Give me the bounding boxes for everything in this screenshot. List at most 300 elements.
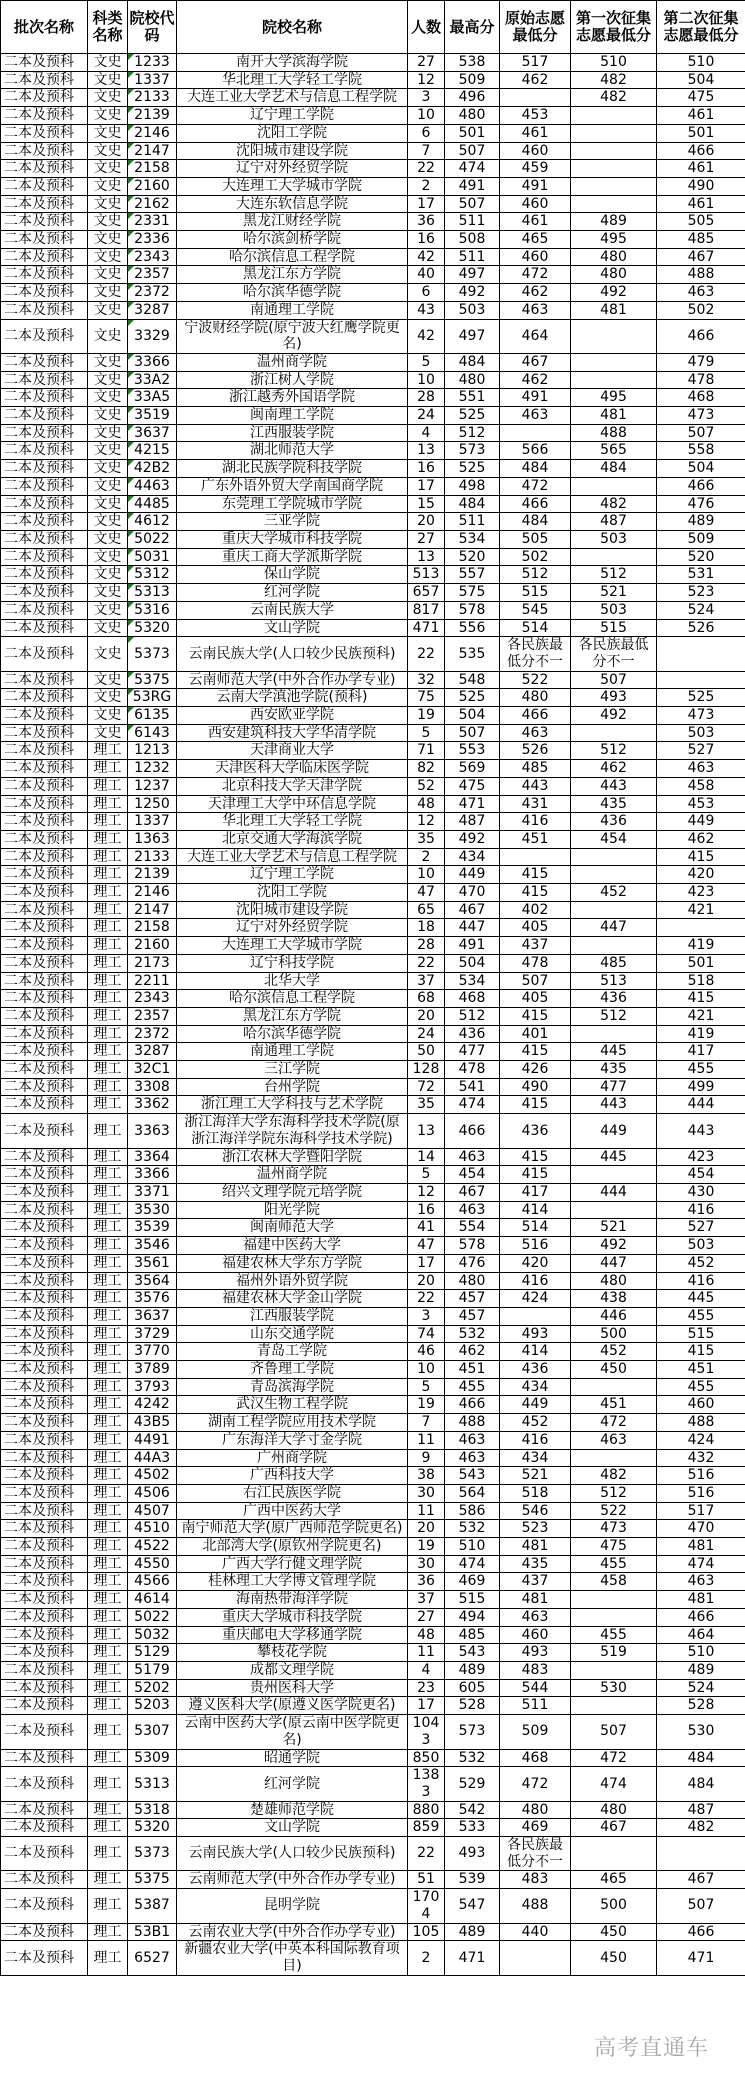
batch-cell: 二本及预科 xyxy=(1,1520,88,1538)
school-code-cell: 5375 xyxy=(128,1871,177,1889)
table-row xyxy=(1,1467,745,1485)
batch-cell: 二本及预科 xyxy=(1,1661,88,1679)
school-code-cell: 2139 xyxy=(128,866,177,884)
second-call-min-cell: 481 xyxy=(657,1591,745,1609)
school-name-cell: 湖北民族学院科技学院 xyxy=(177,460,408,478)
original-min-cell: 467 xyxy=(500,353,571,371)
category-cell: 理工 xyxy=(88,1043,128,1061)
second-call-min-cell: 420 xyxy=(657,866,745,884)
school-code-cell: 33A2 xyxy=(128,371,177,389)
second-call-min-cell: 523 xyxy=(657,584,745,602)
batch-cell: 二本及预科 xyxy=(1,1801,88,1819)
table-row xyxy=(1,353,745,371)
category-cell: 文史 xyxy=(88,460,128,478)
max-score-cell: 547 xyxy=(445,1889,500,1923)
count-cell: 47 xyxy=(408,1237,445,1255)
max-score-cell: 463 xyxy=(445,1148,500,1166)
first-call-min-cell: 512 xyxy=(571,742,657,760)
original-min-cell: 415 xyxy=(500,1043,571,1061)
second-call-min-cell: 476 xyxy=(657,495,745,513)
school-name-cell: 浙江理工大学科技与艺术学院 xyxy=(177,1096,408,1114)
max-score-cell: 532 xyxy=(445,1749,500,1767)
batch-cell: 二本及预科 xyxy=(1,1414,88,1432)
first-call-min-cell: 510 xyxy=(571,54,657,72)
table-row xyxy=(1,284,745,302)
max-score-cell: 586 xyxy=(445,1502,500,1520)
school-name-cell: 辽宁科技学院 xyxy=(177,954,408,972)
max-score-cell: 434 xyxy=(445,848,500,866)
category-cell: 文史 xyxy=(88,107,128,125)
category-cell: 理工 xyxy=(88,1414,128,1432)
count-cell: 4 xyxy=(408,424,445,442)
school-name-cell: 辽宁对外经贸学院 xyxy=(177,160,408,178)
batch-cell: 二本及预科 xyxy=(1,1555,88,1573)
count-cell: 46 xyxy=(408,1343,445,1361)
category-cell: 文史 xyxy=(88,213,128,231)
original-min-cell: 481 xyxy=(500,1591,571,1609)
count-cell: 6 xyxy=(408,124,445,142)
count-cell: 14 xyxy=(408,1148,445,1166)
school-name-cell: 广西大学行健文理学院 xyxy=(177,1555,408,1573)
table-row xyxy=(1,584,745,602)
table-row xyxy=(1,1237,745,1255)
category-cell: 理工 xyxy=(88,1484,128,1502)
second-call-min-cell: 501 xyxy=(657,954,745,972)
school-name-cell: 福州外语外贸学院 xyxy=(177,1272,408,1290)
category-cell: 理工 xyxy=(88,1679,128,1697)
original-min-cell: 414 xyxy=(500,1201,571,1219)
category-cell: 理工 xyxy=(88,937,128,955)
school-name-cell: 红河学院 xyxy=(177,584,408,602)
second-call-min-cell: 443 xyxy=(657,1114,745,1148)
school-code-cell: 5320 xyxy=(128,1819,177,1837)
count-cell: 28 xyxy=(408,937,445,955)
max-score-cell: 512 xyxy=(445,424,500,442)
max-score-cell: 466 xyxy=(445,1114,500,1148)
school-code-cell: 5309 xyxy=(128,1749,177,1767)
batch-cell: 二本及预科 xyxy=(1,1325,88,1343)
batch-cell: 二本及预科 xyxy=(1,795,88,813)
school-name-cell: 福建中医药大学 xyxy=(177,1237,408,1255)
batch-cell: 二本及预科 xyxy=(1,742,88,760)
count-cell: 36 xyxy=(408,1573,445,1591)
school-code-cell: 33A5 xyxy=(128,389,177,407)
batch-cell: 二本及预科 xyxy=(1,954,88,972)
batch-cell: 二本及预科 xyxy=(1,1343,88,1361)
school-name-cell: 天津医科大学临床医学院 xyxy=(177,760,408,778)
table-row xyxy=(1,1061,745,1079)
table-row xyxy=(1,1219,745,1237)
batch-cell: 二本及预科 xyxy=(1,124,88,142)
second-call-min-cell xyxy=(657,919,745,937)
school-code-cell: 32C1 xyxy=(128,1061,177,1079)
max-score-cell: 553 xyxy=(445,742,500,760)
batch-cell: 二本及预科 xyxy=(1,1272,88,1290)
batch-cell: 二本及预科 xyxy=(1,513,88,531)
original-min-cell: 405 xyxy=(500,990,571,1008)
first-call-min-cell: 512 xyxy=(571,1007,657,1025)
first-call-min-cell: 455 xyxy=(571,1555,657,1573)
second-call-min-cell: 488 xyxy=(657,266,745,284)
first-call-min-cell xyxy=(571,1378,657,1396)
school-code-cell: 2160 xyxy=(128,177,177,195)
batch-cell: 二本及预科 xyxy=(1,972,88,990)
max-score-cell: 436 xyxy=(445,1025,500,1043)
school-name-cell: 黑龙江东方学院 xyxy=(177,1007,408,1025)
category-cell: 理工 xyxy=(88,1555,128,1573)
school-code-cell: 5022 xyxy=(128,530,177,548)
school-name-cell: 大连工业大学艺术与信息工程学院 xyxy=(177,848,408,866)
original-min-cell: 514 xyxy=(500,619,571,637)
max-score-cell: 467 xyxy=(445,901,500,919)
first-call-min-cell: 503 xyxy=(571,530,657,548)
count-cell: 20 xyxy=(408,1520,445,1538)
school-code-cell: 4491 xyxy=(128,1431,177,1449)
school-name-cell: 青岛滨海学院 xyxy=(177,1378,408,1396)
category-cell: 理工 xyxy=(88,795,128,813)
school-name-cell: 青岛工学院 xyxy=(177,1343,408,1361)
school-code-cell: 3287 xyxy=(128,1043,177,1061)
first-call-min-cell xyxy=(571,177,657,195)
first-call-min-cell: 507 xyxy=(571,671,657,689)
table-row xyxy=(1,530,745,548)
school-name-cell: 宁波财经学院(原宁波大红鹰学院更名) xyxy=(177,319,408,353)
table-row xyxy=(1,495,745,513)
table-row xyxy=(1,1538,745,1556)
second-call-min-cell: 516 xyxy=(657,1484,745,1502)
school-name-cell: 云南师范大学(中外合作办学专业) xyxy=(177,671,408,689)
max-score-cell: 569 xyxy=(445,760,500,778)
category-cell: 理工 xyxy=(88,1608,128,1626)
table-row xyxy=(1,1837,745,1871)
count-cell: 9 xyxy=(408,1449,445,1467)
first-call-min-cell: 530 xyxy=(571,1679,657,1697)
category-cell: 文史 xyxy=(88,124,128,142)
category-cell: 文史 xyxy=(88,424,128,442)
first-call-min-cell: 489 xyxy=(571,213,657,231)
first-call-min-cell: 445 xyxy=(571,1043,657,1061)
max-score-cell: 463 xyxy=(445,1431,500,1449)
batch-cell: 二本及预科 xyxy=(1,1043,88,1061)
max-score-cell: 543 xyxy=(445,1644,500,1662)
batch-cell: 二本及预科 xyxy=(1,548,88,566)
table-row xyxy=(1,1096,745,1114)
original-min-cell: 493 xyxy=(500,1644,571,1662)
category-cell: 理工 xyxy=(88,1184,128,1202)
count-cell: 20 xyxy=(408,513,445,531)
second-call-min-cell: 453 xyxy=(657,795,745,813)
batch-cell: 二本及预科 xyxy=(1,1201,88,1219)
max-score-cell: 463 xyxy=(445,1449,500,1467)
batch-cell: 二本及预科 xyxy=(1,407,88,425)
table-row xyxy=(1,884,745,902)
first-call-min-cell: 各民族最低分不一 xyxy=(571,637,657,671)
table-row xyxy=(1,1644,745,1662)
watermark-text: 高考直通车 xyxy=(593,2036,709,2061)
school-code-cell: 2336 xyxy=(128,231,177,249)
table-row xyxy=(1,319,745,353)
table-row xyxy=(1,1889,745,1923)
first-call-min-cell xyxy=(571,1591,657,1609)
count-cell: 40 xyxy=(408,266,445,284)
category-cell: 文史 xyxy=(88,584,128,602)
table-row xyxy=(1,1819,745,1837)
school-name-cell: 山东交通学院 xyxy=(177,1325,408,1343)
max-score-cell: 498 xyxy=(445,477,500,495)
category-cell: 理工 xyxy=(88,1025,128,1043)
school-code-cell: 44A3 xyxy=(128,1449,177,1467)
school-code-cell: 6143 xyxy=(128,724,177,742)
school-name-cell: 沈阳工学院 xyxy=(177,884,408,902)
second-call-min-cell: 530 xyxy=(657,1715,745,1749)
table-row xyxy=(1,71,745,89)
category-cell: 文史 xyxy=(88,619,128,637)
count-cell: 52 xyxy=(408,777,445,795)
table-row xyxy=(1,1449,745,1467)
category-cell: 文史 xyxy=(88,54,128,72)
second-call-min-cell: 504 xyxy=(657,460,745,478)
second-call-min-cell: 419 xyxy=(657,937,745,955)
max-score-cell: 466 xyxy=(445,1396,500,1414)
table-row xyxy=(1,442,745,460)
school-code-cell: 3287 xyxy=(128,301,177,319)
first-call-min-cell xyxy=(571,866,657,884)
second-call-min-cell: 501 xyxy=(657,124,745,142)
first-call-min-cell: 447 xyxy=(571,919,657,937)
school-code-cell: 4566 xyxy=(128,1573,177,1591)
school-code-cell: 2146 xyxy=(128,884,177,902)
second-call-min-cell: 524 xyxy=(657,1679,745,1697)
table-row xyxy=(1,1043,745,1061)
original-min-cell: 483 xyxy=(500,1661,571,1679)
count-cell: 38 xyxy=(408,1467,445,1485)
school-code-cell: 2133 xyxy=(128,848,177,866)
second-call-min-cell: 479 xyxy=(657,353,745,371)
school-code-cell: 5373 xyxy=(128,1837,177,1871)
school-name-cell: 成都文理学院 xyxy=(177,1661,408,1679)
max-score-cell: 474 xyxy=(445,1096,500,1114)
header-school-name: 院校名称 xyxy=(177,1,408,54)
category-cell: 文史 xyxy=(88,266,128,284)
first-call-min-cell: 500 xyxy=(571,1325,657,1343)
batch-cell: 二本及预科 xyxy=(1,990,88,1008)
max-score-cell: 533 xyxy=(445,1819,500,1837)
second-call-min-cell: 415 xyxy=(657,1343,745,1361)
school-code-cell: 2158 xyxy=(128,160,177,178)
original-min-cell: 420 xyxy=(500,1254,571,1272)
batch-cell: 二本及预科 xyxy=(1,619,88,637)
school-code-cell: 5203 xyxy=(128,1697,177,1715)
batch-cell: 二本及预科 xyxy=(1,160,88,178)
table-row xyxy=(1,1608,745,1626)
count-cell: 471 xyxy=(408,619,445,637)
original-min-cell: 434 xyxy=(500,1378,571,1396)
school-code-cell: 42B2 xyxy=(128,460,177,478)
school-code-cell: 3576 xyxy=(128,1290,177,1308)
first-call-min-cell: 443 xyxy=(571,777,657,795)
table-row xyxy=(1,1025,745,1043)
school-name-cell: 哈尔滨信息工程学院 xyxy=(177,248,408,266)
count-cell: 16 xyxy=(408,1201,445,1219)
second-call-min-cell: 466 xyxy=(657,1923,745,1941)
first-call-min-cell: 492 xyxy=(571,707,657,725)
count-cell: 859 xyxy=(408,1819,445,1837)
second-call-min-cell: 489 xyxy=(657,513,745,531)
school-code-cell: 3789 xyxy=(128,1361,177,1379)
max-score-cell: 489 xyxy=(445,1923,500,1941)
batch-cell: 二本及预科 xyxy=(1,1715,88,1749)
category-cell: 理工 xyxy=(88,1078,128,1096)
second-call-min-cell: 507 xyxy=(657,1889,745,1923)
batch-cell: 二本及预科 xyxy=(1,1078,88,1096)
batch-cell: 二本及预科 xyxy=(1,1837,88,1871)
batch-cell: 二本及预科 xyxy=(1,1591,88,1609)
count-cell: 17 xyxy=(408,195,445,213)
school-code-cell: 4242 xyxy=(128,1396,177,1414)
school-code-cell: 5307 xyxy=(128,1715,177,1749)
first-call-min-cell xyxy=(571,160,657,178)
category-cell: 理工 xyxy=(88,1837,128,1871)
school-name-cell: 北京交通大学海滨学院 xyxy=(177,830,408,848)
max-score-cell: 480 xyxy=(445,1272,500,1290)
original-min-cell: 434 xyxy=(500,1449,571,1467)
count-cell: 11 xyxy=(408,1502,445,1520)
batch-cell: 二本及预科 xyxy=(1,1219,88,1237)
category-cell: 理工 xyxy=(88,1923,128,1941)
first-call-min-cell xyxy=(571,142,657,160)
school-name-cell: 北华大学 xyxy=(177,972,408,990)
table-row xyxy=(1,919,745,937)
second-call-min-cell: 474 xyxy=(657,1555,745,1573)
max-score-cell: 512 xyxy=(445,1007,500,1025)
table-row xyxy=(1,1697,745,1715)
count-cell: 47 xyxy=(408,884,445,902)
original-min-cell: 515 xyxy=(500,584,571,602)
school-name-cell: 浙江海洋大学东海科学技术学院(原浙江海洋学院东海科学技术学院) xyxy=(177,1114,408,1148)
table-row xyxy=(1,1923,745,1941)
school-code-cell: 2146 xyxy=(128,124,177,142)
second-call-min-cell xyxy=(657,671,745,689)
category-cell: 理工 xyxy=(88,1889,128,1923)
batch-cell: 二本及预科 xyxy=(1,1361,88,1379)
batch-cell: 二本及预科 xyxy=(1,777,88,795)
first-call-min-cell: 477 xyxy=(571,1078,657,1096)
count-cell: 16 xyxy=(408,460,445,478)
first-call-min-cell: 451 xyxy=(571,1396,657,1414)
first-call-min-cell: 484 xyxy=(571,460,657,478)
second-call-min-cell xyxy=(657,637,745,671)
school-code-cell: 4550 xyxy=(128,1555,177,1573)
school-name-cell: 沈阳工学院 xyxy=(177,124,408,142)
original-min-cell: 465 xyxy=(500,231,571,249)
first-call-min-cell: 482 xyxy=(571,89,657,107)
first-call-min-cell xyxy=(571,124,657,142)
table-row xyxy=(1,813,745,831)
max-score-cell: 534 xyxy=(445,972,500,990)
first-call-min-cell: 435 xyxy=(571,1061,657,1079)
table-row xyxy=(1,619,745,637)
original-min-cell: 415 xyxy=(500,1166,571,1184)
original-min-cell: 401 xyxy=(500,1025,571,1043)
batch-cell: 二本及预科 xyxy=(1,371,88,389)
table-row xyxy=(1,601,745,619)
second-call-min-cell: 415 xyxy=(657,848,745,866)
count-cell: 17 xyxy=(408,477,445,495)
school-name-cell: 黑龙江东方学院 xyxy=(177,266,408,284)
school-code-cell: 2158 xyxy=(128,919,177,937)
header-original-min: 原始志愿最低分 xyxy=(500,1,571,54)
table-row xyxy=(1,1378,745,1396)
school-code-cell: 3546 xyxy=(128,1237,177,1255)
second-call-min-cell: 518 xyxy=(657,972,745,990)
max-score-cell: 449 xyxy=(445,866,500,884)
original-min-cell: 415 xyxy=(500,1148,571,1166)
school-name-cell: 绍兴文理学院元培学院 xyxy=(177,1184,408,1202)
second-call-min-cell: 461 xyxy=(657,107,745,125)
school-code-cell: 4485 xyxy=(128,495,177,513)
first-call-min-cell: 454 xyxy=(571,830,657,848)
table-row xyxy=(1,142,745,160)
max-score-cell: 485 xyxy=(445,1626,500,1644)
second-call-min-cell: 417 xyxy=(657,1043,745,1061)
original-min-cell: 502 xyxy=(500,548,571,566)
school-name-cell: 南宁师范大学(原广西师范学院更名) xyxy=(177,1520,408,1538)
school-name-cell: 辽宁理工学院 xyxy=(177,866,408,884)
school-code-cell: 2147 xyxy=(128,142,177,160)
table-row xyxy=(1,724,745,742)
category-cell: 理工 xyxy=(88,742,128,760)
category-cell: 文史 xyxy=(88,177,128,195)
category-cell: 文史 xyxy=(88,637,128,671)
first-call-min-cell: 473 xyxy=(571,1520,657,1538)
school-name-cell: 重庆工商大学派斯学院 xyxy=(177,548,408,566)
original-min-cell: 426 xyxy=(500,1061,571,1079)
batch-cell: 二本及预科 xyxy=(1,1749,88,1767)
first-call-min-cell xyxy=(571,937,657,955)
table-row xyxy=(1,1290,745,1308)
original-min-cell: 517 xyxy=(500,54,571,72)
original-min-cell: 415 xyxy=(500,866,571,884)
school-name-cell: 海南热带海洋学院 xyxy=(177,1591,408,1609)
batch-cell: 二本及预科 xyxy=(1,1679,88,1697)
batch-cell: 二本及预科 xyxy=(1,248,88,266)
batch-cell: 二本及预科 xyxy=(1,1378,88,1396)
second-call-min-cell: 509 xyxy=(657,530,745,548)
school-code-cell: 2357 xyxy=(128,266,177,284)
category-cell: 理工 xyxy=(88,1290,128,1308)
school-code-cell: 1363 xyxy=(128,830,177,848)
original-min-cell: 566 xyxy=(500,442,571,460)
school-code-cell: 43B5 xyxy=(128,1414,177,1432)
first-call-min-cell xyxy=(571,371,657,389)
school-code-cell: 5312 xyxy=(128,566,177,584)
header-batch: 批次名称 xyxy=(1,1,88,54)
second-call-min-cell: 482 xyxy=(657,1819,745,1837)
original-min-cell: 514 xyxy=(500,1219,571,1237)
school-code-cell: 3519 xyxy=(128,407,177,425)
first-call-min-cell: 481 xyxy=(571,301,657,319)
second-call-min-cell: 455 xyxy=(657,1307,745,1325)
max-score-cell: 501 xyxy=(445,124,500,142)
max-score-cell: 532 xyxy=(445,1520,500,1538)
category-cell: 文史 xyxy=(88,160,128,178)
first-call-min-cell: 450 xyxy=(571,1361,657,1379)
header-count: 人数 xyxy=(408,1,445,54)
batch-cell: 二本及预科 xyxy=(1,1538,88,1556)
max-score-cell: 492 xyxy=(445,284,500,302)
second-call-min-cell: 473 xyxy=(657,407,745,425)
school-name-cell: 天津商业大学 xyxy=(177,742,408,760)
